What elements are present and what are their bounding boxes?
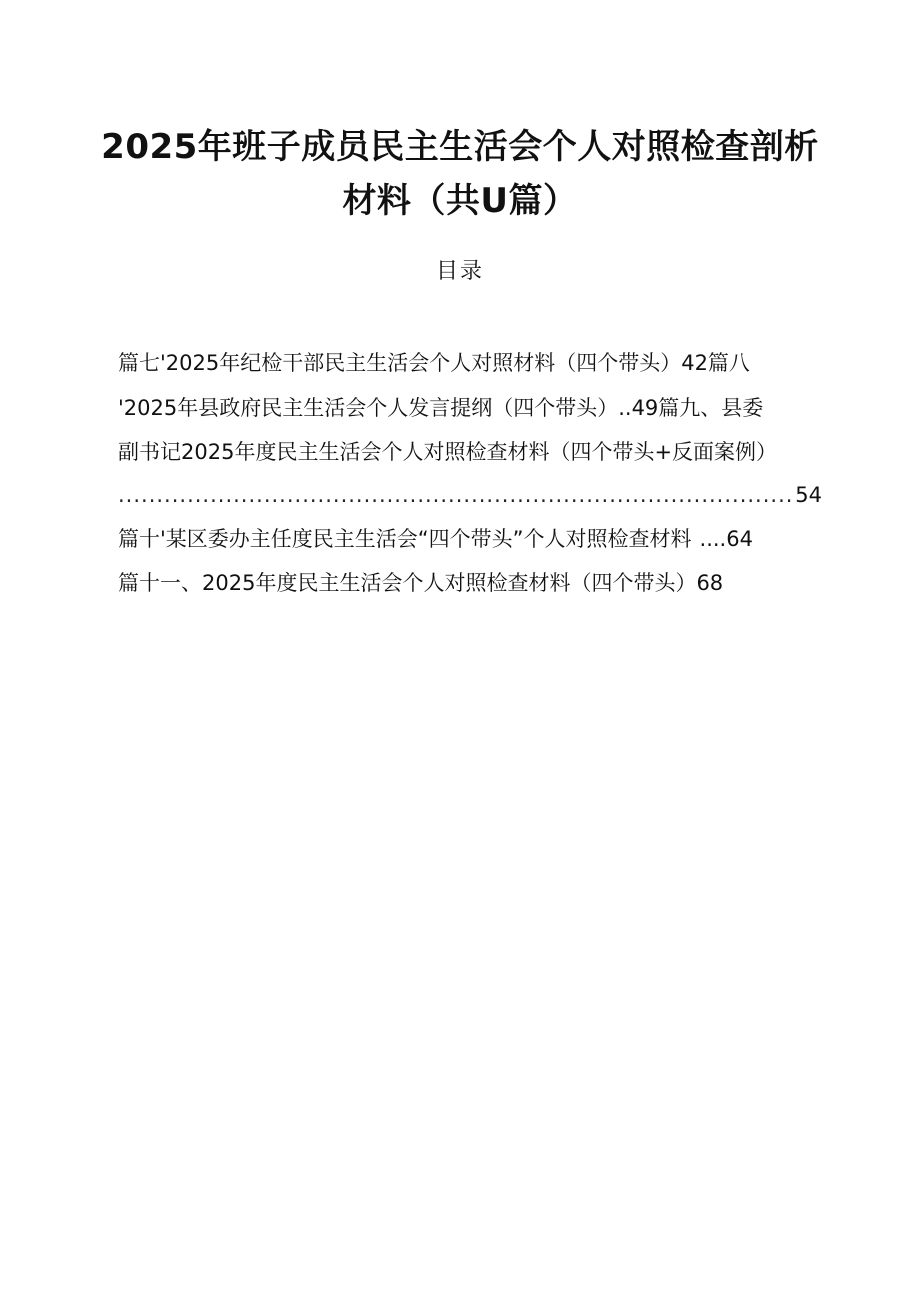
toc-line-1: 篇七'2025年纪检干部民主生活会个人对照材料（四个带头）42篇八 [118,351,750,375]
toc-page-number: ....64 [699,527,753,551]
document-title-line-2: 材料（共U篇） [342,181,578,221]
toc-line-6: 篇十一、2025年度民主生活会个人对照检查材料（四个带头）68 [118,571,724,595]
toc-line-4 [118,480,822,510]
toc-line-5 [118,524,822,554]
toc-line-3: 副书记2025年度民主生活会个人对照检查材料（四个带头+反面案例） [118,440,778,464]
dot-leader [118,480,795,510]
toc-page-number: 54 [795,483,822,507]
toc-entry-text: 篇十'某区委办主任度民主生活会“四个带头”个人对照检查材料 [118,527,692,551]
toc-line-2: '2025年县政府民主生活会个人发言提纲（四个带头）..49篇九、县委 [118,396,764,420]
document-title-line-1: 2025年班子成员民主生活会个人对照检查剖析 [101,127,819,167]
toc-heading: 目录 [435,259,484,284]
